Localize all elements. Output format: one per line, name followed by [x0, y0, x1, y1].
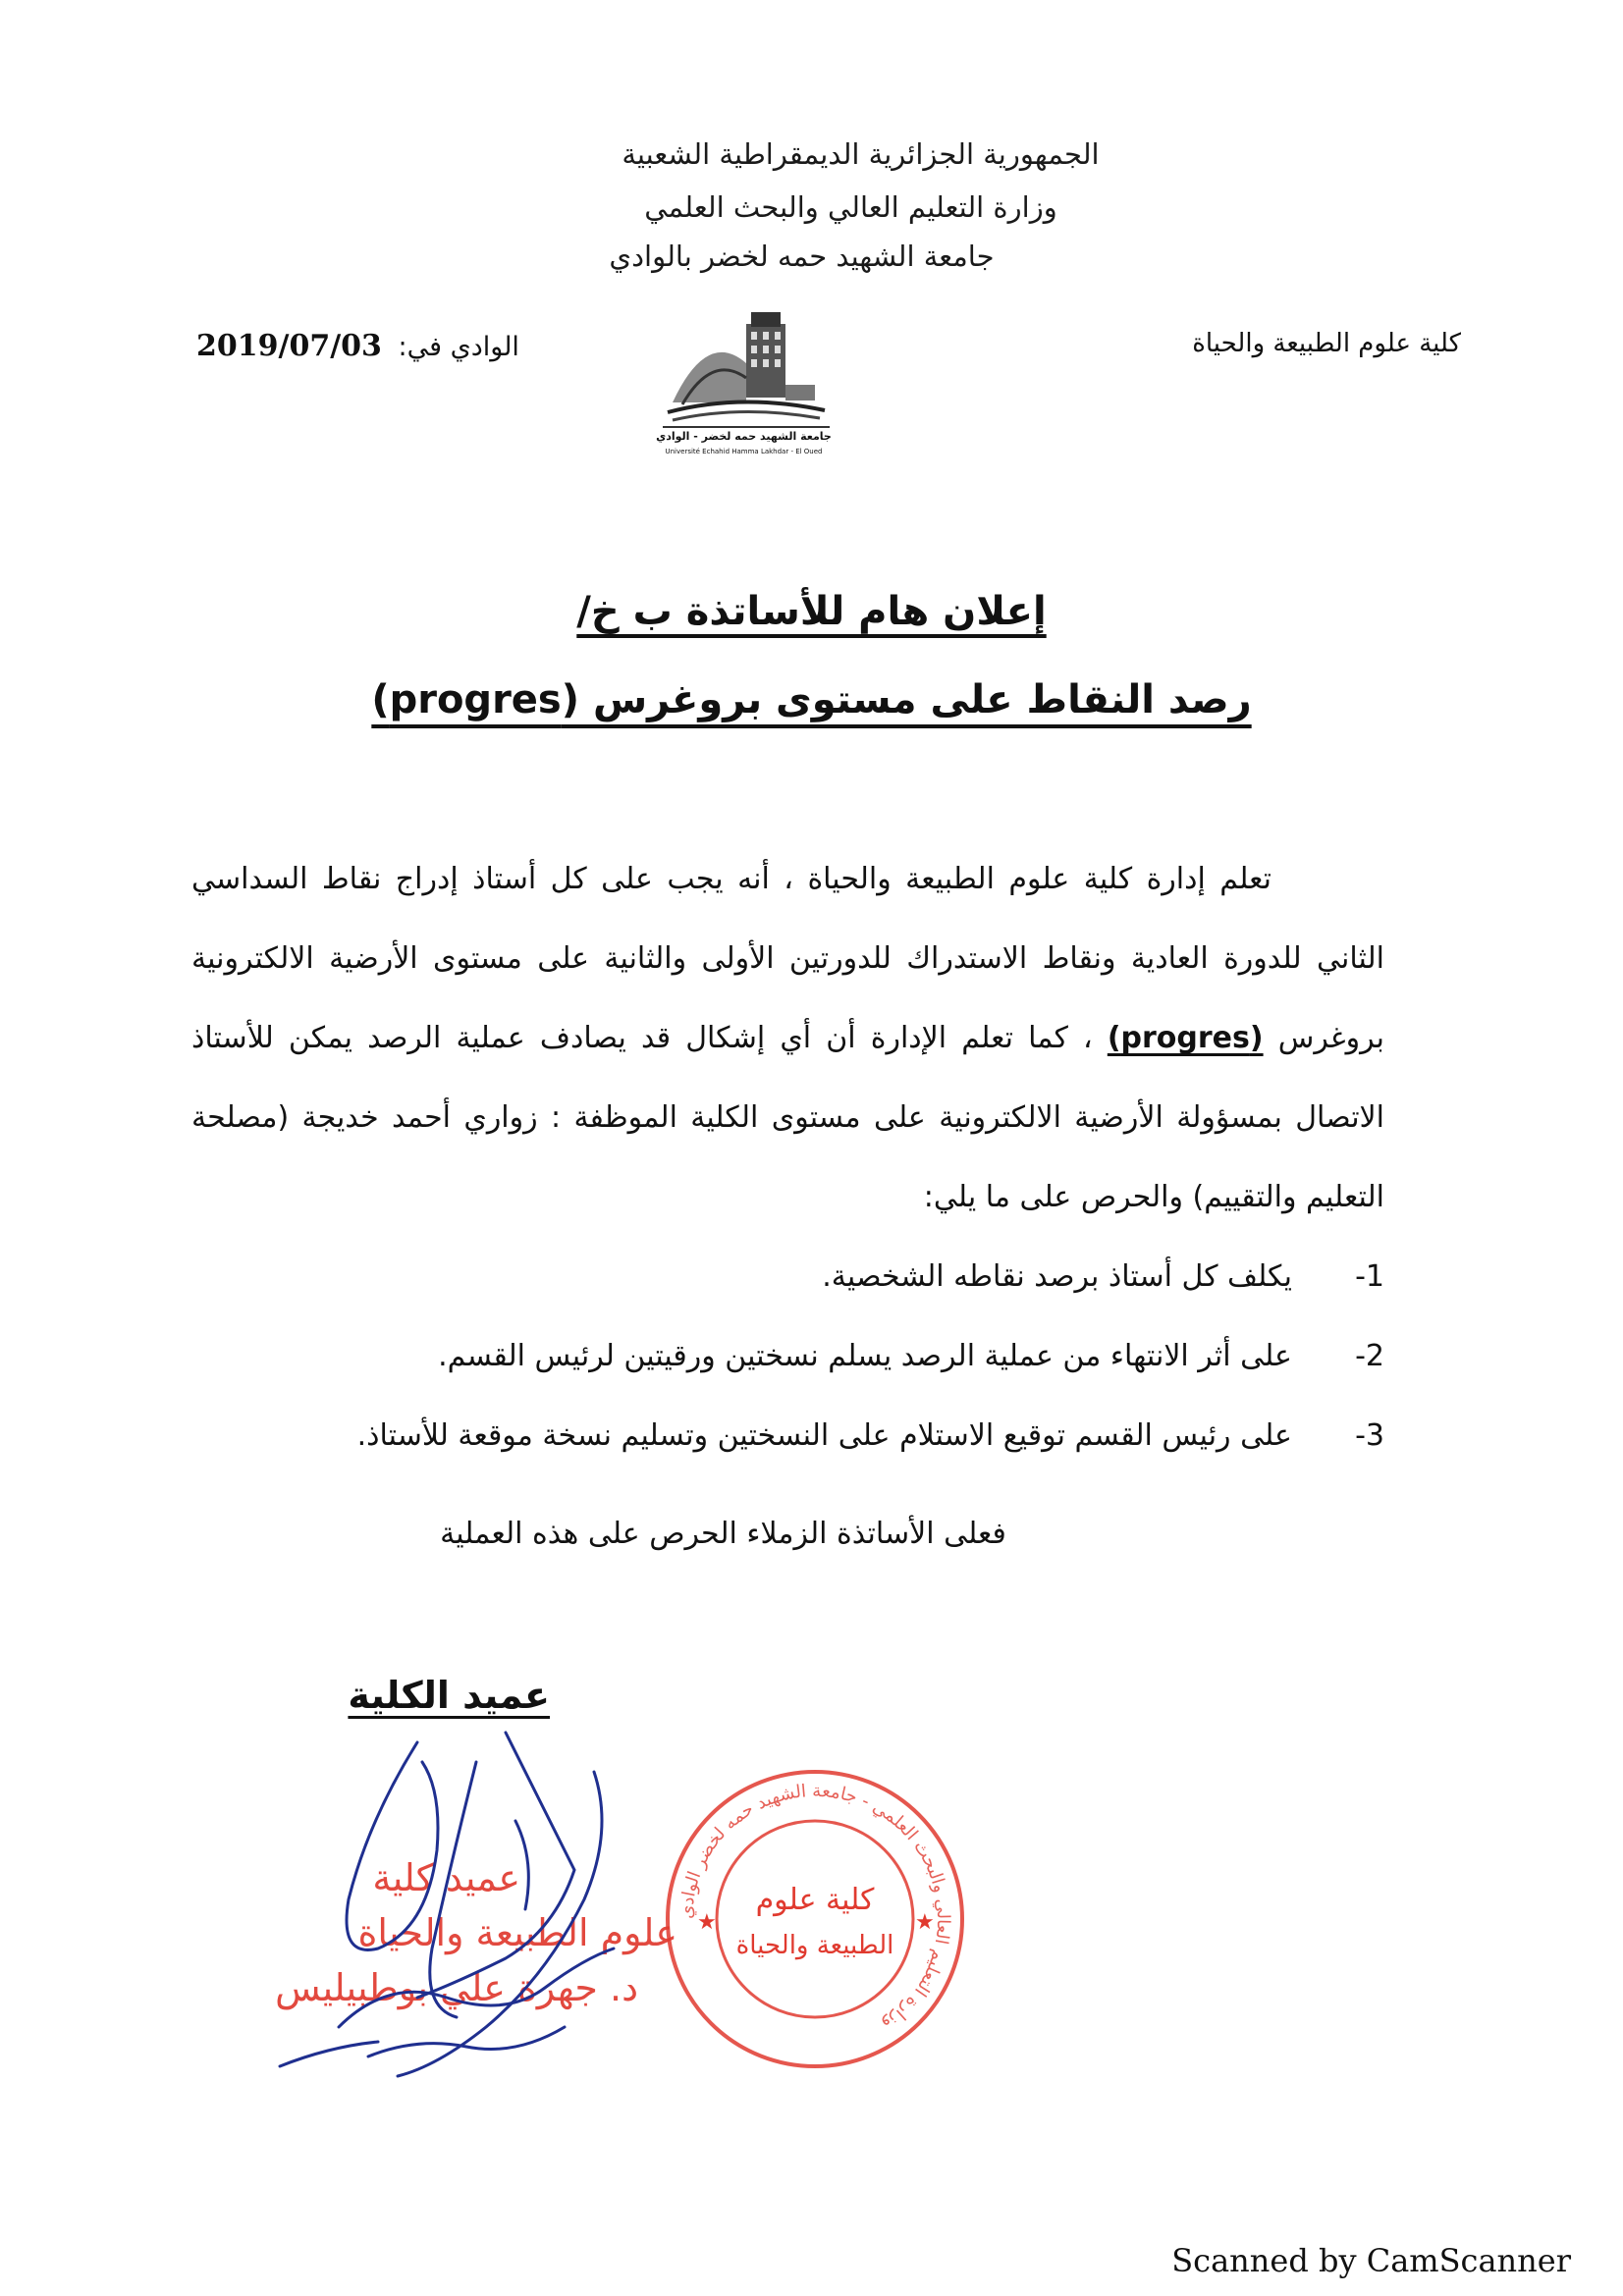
- place-label: الوادي في:: [398, 332, 519, 362]
- handwritten-signature: [221, 1703, 673, 2096]
- body-paragraph-part2: ، كما تعلم الإدارة أن أي إشكال قد يصادف عملية الرصد يمكن للأستاذ الاتصال بمسؤولة الأرضية الالكترونية على مستوى الكلية الموظفة : زواري أحمد خديجة (مصلحة التعليم والتقييم) والحرص على ما يلي:: [191, 1021, 1384, 1214]
- instructions-list: [191, 1237, 1384, 1475]
- closing-line: فعلى الأساتذة الزملاء الحرص على هذه العملية: [440, 1517, 1006, 1551]
- seal-ring-text: وزارة التعليم العالي والبحث العلمي - جامعة الشهيد حمه لخضر الوادي: [676, 1780, 954, 2036]
- faculty-seal: [658, 1762, 972, 2076]
- list-text: على رئيس القسم توقيع الاستلام على النسختين وتسليم نسخة موقعة للأستاذ.: [356, 1418, 1292, 1453]
- body-text: [191, 839, 1384, 1237]
- dean-title: عميد الكلية: [348, 1674, 550, 1717]
- list-text: يكلف كل أستاذ برصد نقاطه الشخصية.: [822, 1259, 1292, 1294]
- list-number: 3-: [1355, 1418, 1384, 1453]
- university-logo: [653, 294, 835, 471]
- seal-center-line-2: الطبيعة والحياة: [735, 1931, 894, 1960]
- list-number: 2-: [1355, 1339, 1384, 1373]
- list-item: [191, 1237, 1384, 1316]
- list-item: [191, 1396, 1384, 1475]
- scanner-watermark: Scanned by CamScanner: [1171, 2242, 1571, 2279]
- logo-caption-ar: جامعة الشهيد حمه لخضر - الوادي: [656, 430, 832, 443]
- list-item: [191, 1316, 1384, 1396]
- list-number: 1-: [1355, 1259, 1384, 1294]
- place-date: [196, 329, 569, 363]
- stamp-line-2: علوم الطبيعة والحياة: [357, 1911, 677, 1954]
- seal-graphic: [658, 1762, 972, 2076]
- logo-caption-fr: Université Echahid Hamma Lakhdar - El Oued: [665, 448, 823, 455]
- list-text: على أثر الانتهاء من عملية الرصد يسلم نسختين ورقيتين لرئيس القسم.: [438, 1339, 1292, 1373]
- announcement-title: إعلان هام للأساتذة ب خ/: [576, 589, 1047, 634]
- university-heading: جامعة الشهيد حمه لخضر بالوادي: [609, 240, 995, 273]
- faculty-name: كلية علوم الطبيعة والحياة: [1192, 329, 1461, 358]
- stamp-line-1: عميد كلية: [372, 1856, 520, 1899]
- stamp-line-3: د. جهرة علي بوطبيليس: [275, 1966, 638, 2009]
- signature-scribble: [221, 1703, 673, 2096]
- announcement-subtitle: رصد النقاط على مستوى بروغرس (progres): [371, 677, 1252, 722]
- svg-text:★: ★: [697, 1910, 717, 1935]
- svg-text:★: ★: [915, 1910, 935, 1935]
- university-logo-graphic: [653, 294, 835, 471]
- seal-center-line-1: كلية علوم: [755, 1883, 875, 1917]
- body-paragraph-part1: تعلم إدارة كلية علوم الطبيعة والحياة ، أنه يجب على كل أستاذ إدراج نقاط السداسي الثاني للدورة العادية ونقاط الاستدراك للدورتين الأولى والثانية على مستوى الأرضية الالكترونية بروغرس: [191, 862, 1384, 1055]
- ministry-heading: وزارة التعليم العالي والبحث العلمي: [644, 190, 1057, 224]
- republic-heading: الجمهورية الجزائرية الديمقراطية الشعبية: [622, 137, 1100, 171]
- progres-keyword: (progres): [1107, 1021, 1264, 1055]
- document-date: 2019/07/03: [196, 329, 382, 363]
